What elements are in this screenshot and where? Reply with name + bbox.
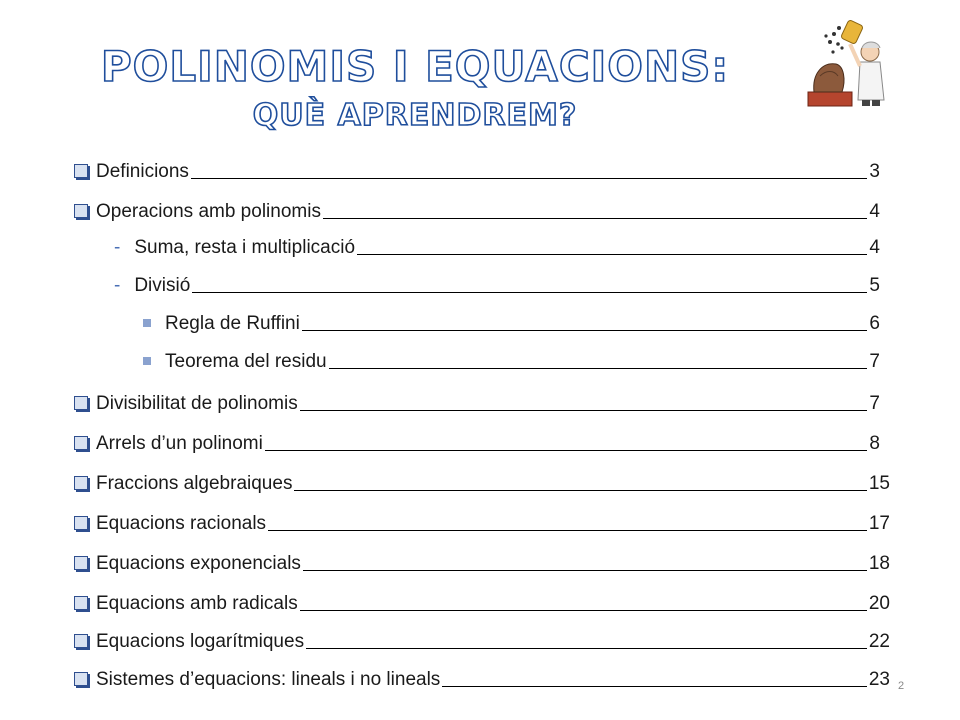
leader-line <box>442 686 867 687</box>
toc-item-page: 23 <box>868 669 890 690</box>
toc-item-label: Equacions exponencials <box>96 553 301 574</box>
leader-line <box>329 368 868 369</box>
leader-line <box>265 450 868 451</box>
toc-item-page: 4 <box>869 201 880 222</box>
checkbox-bullet-icon <box>74 596 88 610</box>
leader-line <box>323 218 867 219</box>
toc-item-page: 15 <box>868 473 890 494</box>
checkbox-bullet-icon <box>74 634 88 648</box>
toc-item-label: Equacions logarítmiques <box>96 631 305 652</box>
toc-subitem[interactable] <box>106 267 880 297</box>
toc-item[interactable] <box>74 585 890 615</box>
toc-item[interactable] <box>74 193 880 223</box>
checkbox-bullet-icon <box>74 204 88 218</box>
toc-item-label: Teorema del residu <box>165 351 327 372</box>
toc-item-page: 17 <box>868 513 890 534</box>
leader-line <box>300 410 868 411</box>
toc-item-page: 7 <box>869 351 880 372</box>
toc-item-label: Divisibilitat de polinomis <box>96 393 298 414</box>
toc-item-page: 18 <box>868 553 890 574</box>
dash-marker: - <box>114 237 121 258</box>
toc-item-page: 8 <box>869 433 880 454</box>
toc-item[interactable] <box>74 465 890 495</box>
slide-number: 2 <box>898 680 905 692</box>
dash-marker: - <box>114 275 121 296</box>
toc-item-label: Sistemes d’equacions: lineals i no lineals <box>96 669 441 690</box>
toc-item-label: Equacions racionals <box>96 513 267 534</box>
toc-item-page: 4 <box>869 237 880 258</box>
page-subtitle: QUÈ APRENDREM? <box>252 98 578 133</box>
toc-item-label: Suma, resta i multiplicació <box>134 237 356 258</box>
toc-item-label: Divisió <box>134 275 191 296</box>
toc-item-page: 20 <box>868 593 890 614</box>
checkbox-bullet-icon <box>74 556 88 570</box>
leader-line <box>268 530 867 531</box>
checkbox-bullet-icon <box>74 672 88 686</box>
leader-line <box>357 254 867 255</box>
square-bullet-icon <box>143 357 151 365</box>
toc-item-page: 5 <box>869 275 880 296</box>
toc-item[interactable] <box>74 385 880 415</box>
toc-subsubitem[interactable] <box>143 343 880 373</box>
checkbox-bullet-icon <box>74 164 88 178</box>
toc-item[interactable] <box>74 661 890 691</box>
leader-line <box>303 570 867 571</box>
checkbox-bullet-icon <box>74 396 88 410</box>
checkbox-bullet-icon <box>74 436 88 450</box>
page-title: POLINOMIS I EQUACIONS: <box>100 42 730 91</box>
toc-item[interactable] <box>74 153 880 183</box>
leader-line <box>302 330 868 331</box>
leader-line <box>191 178 867 179</box>
toc-item-page: 7 <box>869 393 880 414</box>
toc-item[interactable] <box>74 505 890 535</box>
toc-item-label: Fraccions algebraiques <box>96 473 293 494</box>
toc-item-label: Regla de Ruffini <box>165 313 300 334</box>
toc-item-page: 6 <box>869 313 880 334</box>
toc-item[interactable] <box>74 623 890 653</box>
toc-item-page: 22 <box>868 631 890 652</box>
leader-line <box>192 292 867 293</box>
toc-item-page: 3 <box>869 161 880 182</box>
checkbox-bullet-icon <box>74 476 88 490</box>
toc-item[interactable] <box>74 425 880 455</box>
leader-line <box>294 490 866 491</box>
checkbox-bullet-icon <box>74 516 88 530</box>
leader-line <box>300 610 867 611</box>
toc-item-label: Equacions amb radicals <box>96 593 298 614</box>
square-bullet-icon <box>143 319 151 327</box>
toc-item-label: Definicions <box>96 161 189 182</box>
toc-item-label: Arrels d’un polinomi <box>96 433 263 454</box>
toc-subitem[interactable] <box>106 229 880 259</box>
toc-item-label: Operacions amb polinomis <box>96 201 321 222</box>
toc-subsubitem[interactable] <box>143 305 880 335</box>
toc-item[interactable] <box>74 545 890 575</box>
leader-line <box>306 648 867 649</box>
